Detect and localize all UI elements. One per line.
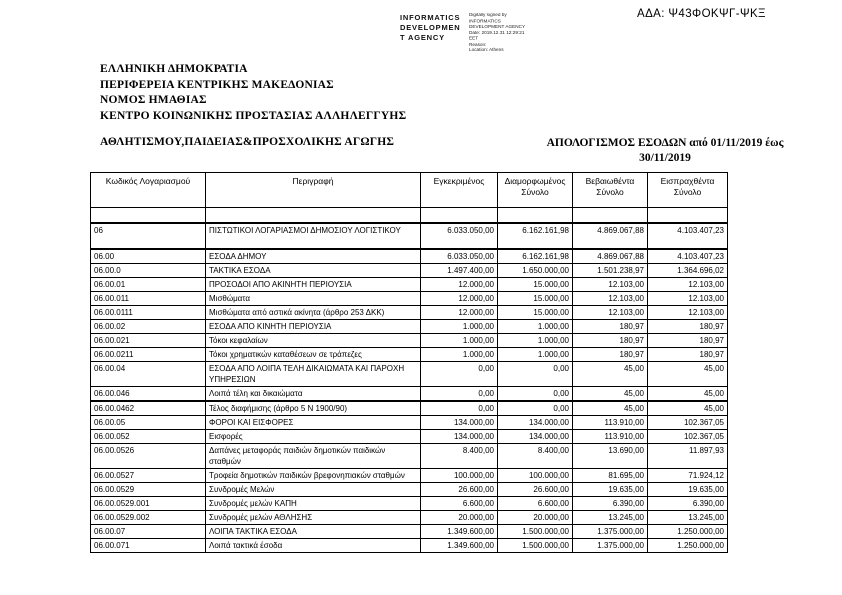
cell-collected: 180,97 xyxy=(648,348,728,362)
cell-approved: 0,00 xyxy=(421,362,498,387)
cell-description: Συνδρομές μελών ΑΘΛΗΣΗΣ xyxy=(206,511,421,525)
cell-formed: 6.162.161,98 xyxy=(498,249,573,264)
cell-collected: 4.103.407,23 xyxy=(648,223,728,249)
signature-detail-line: Digitally signed by xyxy=(469,13,507,18)
cell-collected: 12.103,00 xyxy=(648,292,728,306)
cell-description: Τροφεία δημοτικών παιδικών βρεφονηπιακών σταθμών xyxy=(206,469,421,483)
cell-description: Εισφορές xyxy=(206,430,421,444)
table-row xyxy=(91,469,728,483)
cell-formed: 134.000,00 xyxy=(498,430,573,444)
cell-code: 06.00.02 xyxy=(91,320,206,334)
cell-formed: 6.162.161,98 xyxy=(498,223,573,249)
signature-agency-line: DEVELOPMEN xyxy=(400,23,461,33)
cell-approved: 6.033.050,00 xyxy=(421,249,498,264)
cell-certified: 113.910,00 xyxy=(573,416,648,430)
cell-certified: 1.501.238,97 xyxy=(573,264,648,278)
cell-code: 06.00.05 xyxy=(91,416,206,430)
table-row xyxy=(91,483,728,497)
cell-description: ΛΟΙΠΑ ΤΑΚΤΙΚΑ ΕΣΟΔΑ xyxy=(206,525,421,539)
cell-certified: 113.910,00 xyxy=(573,430,648,444)
cell-formed: 134.000,00 xyxy=(498,416,573,430)
cell-certified: 12.103,00 xyxy=(573,292,648,306)
cell-code: 06.00.0526 xyxy=(91,444,206,469)
cell-formed: 1.500.000,00 xyxy=(498,539,573,553)
column-header-code: Κωδικός Λογαριασμού xyxy=(91,173,206,208)
cell-code: 06.00.052 xyxy=(91,430,206,444)
cell-code: 06 xyxy=(91,223,206,249)
cell-code: 06.00 xyxy=(91,249,206,264)
cell-certified: 6.390,00 xyxy=(573,497,648,511)
cell-certified: 45,00 xyxy=(573,362,648,387)
cell-code: 06.00.071 xyxy=(91,539,206,553)
cell-description: Μισθώματα xyxy=(206,292,421,306)
cell-approved: 6.600,00 xyxy=(421,497,498,511)
cell-description: Μισθώματα από αστικά ακίνητα (άρθρο 253 ΔΚΚ) xyxy=(206,306,421,320)
cell-collected: 6.390,00 xyxy=(648,497,728,511)
signature-agency-line: T AGENCY xyxy=(400,33,445,43)
spacer-row xyxy=(91,208,728,224)
cell-approved: 6.033.050,00 xyxy=(421,223,498,249)
signature-detail-line: EET xyxy=(469,36,479,42)
table-row xyxy=(91,223,728,249)
cell-description: ΕΣΟΔΑ ΑΠΟ ΛΟΙΠΑ ΤΕΛΗ ΔΙΚΑΙΩΜΑΤΑ ΚΑΙ ΠΑΡΟΧΗ ΥΠΗΡΕΣΙΩΝ xyxy=(206,362,421,387)
signature-details xyxy=(469,13,563,54)
cell-collected: 4.103.407,23 xyxy=(648,249,728,264)
table-row xyxy=(91,306,728,320)
cell-code: 06.00.01 xyxy=(91,278,206,292)
org-header-line: ΚΕΝΤΡΟ ΚΟΙΝΩΝΙΚΗΣ ΠΡΟΣΤΑΣΙΑΣ ΑΛΛΗΛΕΓΓΥΗΣ xyxy=(100,109,407,122)
table-row xyxy=(91,278,728,292)
revenue-table xyxy=(90,172,728,553)
table-row xyxy=(91,320,728,334)
cell-code: 06.00.0527 xyxy=(91,469,206,483)
cell-description: Τόκοι κεφαλαίων xyxy=(206,334,421,348)
table-row xyxy=(91,362,728,387)
cell-collected: 19.635,00 xyxy=(648,483,728,497)
cell-formed: 100.000,00 xyxy=(498,469,573,483)
cell-formed: 0,00 xyxy=(498,401,573,416)
signature-detail-line: DEVELOPMENT AGENCY xyxy=(469,24,526,30)
cell-certified: 1.375.000,00 xyxy=(573,539,648,553)
table-row xyxy=(91,539,728,553)
cell-certified: 12.103,00 xyxy=(573,306,648,320)
cell-approved: 12.000,00 xyxy=(421,292,498,306)
signature-detail-line: Date: 2019.12.31 12:29:21 xyxy=(469,30,525,36)
cell-approved: 0,00 xyxy=(421,401,498,416)
cell-description: Τόκοι χρηματικών καταθέσεων σε τράπεζες xyxy=(206,348,421,362)
cell-certified: 81.695,00 xyxy=(573,469,648,483)
cell-collected: 45,00 xyxy=(648,387,728,402)
cell-code: 06.00.0211 xyxy=(91,348,206,362)
cell-formed: 1.000,00 xyxy=(498,320,573,334)
cell-code: 06.00.07 xyxy=(91,525,206,539)
cell-collected: 13.245,00 xyxy=(648,511,728,525)
cell-formed: 20.000,00 xyxy=(498,511,573,525)
cell-description: Συνδρομές Μελών xyxy=(206,483,421,497)
table-row xyxy=(91,430,728,444)
table-row xyxy=(91,387,728,402)
cell-code: 06.00.0529.002 xyxy=(91,511,206,525)
cell-collected: 11.897,93 xyxy=(648,444,728,469)
cell-approved: 1.000,00 xyxy=(421,334,498,348)
cell-code: 06.00.0462 xyxy=(91,401,206,416)
cell-formed: 1.650.000,00 xyxy=(498,264,573,278)
cell-description: Τέλος διαφήμισης (άρθρο 5 Ν 1900/90) xyxy=(206,401,421,416)
cell-formed: 26.600,00 xyxy=(498,483,573,497)
column-header-certified: Βεβαιωθέντα Σύνολο xyxy=(573,173,648,208)
org-header-line: ΠΕΡΙΦΕΡΕΙΑ ΚΕΝΤΡΙΚΗΣ ΜΑΚΕΔΟΝΙΑΣ xyxy=(100,78,334,91)
cell-collected: 71.924,12 xyxy=(648,469,728,483)
cell-collected: 1.364.696,02 xyxy=(648,264,728,278)
table-row xyxy=(91,348,728,362)
cell-formed: 15.000,00 xyxy=(498,292,573,306)
table-row xyxy=(91,401,728,416)
cell-formed: 1.000,00 xyxy=(498,348,573,362)
cell-certified: 13.690,00 xyxy=(573,444,648,469)
table-row xyxy=(91,511,728,525)
cell-certified: 4.869.067,88 xyxy=(573,249,648,264)
cell-collected: 102.367,05 xyxy=(648,430,728,444)
table-body xyxy=(91,208,728,553)
signature-agency-name xyxy=(400,13,464,66)
cell-collected: 102.367,05 xyxy=(648,416,728,430)
cell-description: ΕΣΟΔΑ ΑΠΟ ΚΙΝΗΤΗ ΠΕΡΙΟΥΣΙΑ xyxy=(206,320,421,334)
cell-description: Λοιπά τακτικά έσοδα xyxy=(206,539,421,553)
report-title xyxy=(500,136,830,165)
cell-code: 06.00.04 xyxy=(91,362,206,387)
cell-certified: 13.245,00 xyxy=(573,511,648,525)
cell-approved: 1.349.600,00 xyxy=(421,539,498,553)
cell-certified: 180,97 xyxy=(573,334,648,348)
column-header-collected: Εισπραχθέντα Σύνολο xyxy=(648,173,728,208)
cell-certified: 12.103,00 xyxy=(573,278,648,292)
cell-description: Συνδρομές μελών ΚΑΠΗ xyxy=(206,497,421,511)
cell-description: ΕΣΟΔΑ ΔΗΜΟΥ xyxy=(206,249,421,264)
table-row xyxy=(91,264,728,278)
cell-description: ΤΑΚΤΙΚΑ ΕΣΟΔΑ xyxy=(206,264,421,278)
cell-certified: 180,97 xyxy=(573,348,648,362)
table-row xyxy=(91,497,728,511)
column-header-formed: Διαμορφωμένος Σύνολο xyxy=(498,173,573,208)
org-department-line: ΑΘΛΗΤΙΣΜΟΥ,ΠΑΙΔΕΙΑΣ&ΠΡΟΣΧΟΛΙΚΗΣ ΑΓΩΓΗΣ xyxy=(100,136,395,148)
cell-certified: 45,00 xyxy=(573,387,648,402)
cell-certified: 19.635,00 xyxy=(573,483,648,497)
cell-code: 06.00.021 xyxy=(91,334,206,348)
cell-collected: 12.103,00 xyxy=(648,278,728,292)
cell-description: ΦΟΡΟΙ ΚΑΙ ΕΙΣΦΟΡΕΣ xyxy=(206,416,421,430)
cell-code: 06.00.0529 xyxy=(91,483,206,497)
cell-collected: 45,00 xyxy=(648,401,728,416)
column-header-description: Περιγραφή xyxy=(206,173,421,208)
cell-collected: 1.250.000,00 xyxy=(648,539,728,553)
cell-formed: 1.500.000,00 xyxy=(498,525,573,539)
cell-collected: 45,00 xyxy=(648,362,728,387)
cell-code: 06.00.011 xyxy=(91,292,206,306)
cell-description: Λοιπά τέλη και δικαιώματα xyxy=(206,387,421,402)
cell-formed: 15.000,00 xyxy=(498,306,573,320)
cell-code: 06.00.0 xyxy=(91,264,206,278)
table-row xyxy=(91,525,728,539)
cell-certified: 1.375.000,00 xyxy=(573,525,648,539)
report-title-line: ΑΠΟΛΟΓΙΣΜΟΣ ΕΣΟΔΩΝ από 01/11/2019 έως xyxy=(546,137,784,149)
cell-certified: 4.869.067,88 xyxy=(573,223,648,249)
table-row xyxy=(91,416,728,430)
cell-approved: 20.000,00 xyxy=(421,511,498,525)
column-header-approved: Εγκεκριμένος xyxy=(421,173,498,208)
cell-approved: 1.000,00 xyxy=(421,348,498,362)
cell-approved: 134.000,00 xyxy=(421,430,498,444)
table-row xyxy=(91,249,728,264)
cell-certified: 45,00 xyxy=(573,401,648,416)
cell-code: 06.00.0529.001 xyxy=(91,497,206,511)
cell-certified: 180,97 xyxy=(573,320,648,334)
cell-collected: 1.250.000,00 xyxy=(648,525,728,539)
cell-collected: 180,97 xyxy=(648,320,728,334)
cell-approved: 0,00 xyxy=(421,387,498,402)
table-row xyxy=(91,292,728,306)
org-header xyxy=(100,62,406,124)
cell-approved: 1.000,00 xyxy=(421,320,498,334)
table-row xyxy=(91,444,728,469)
table-row xyxy=(91,334,728,348)
cell-approved: 100.000,00 xyxy=(421,469,498,483)
cell-formed: 15.000,00 xyxy=(498,278,573,292)
cell-collected: 180,97 xyxy=(648,334,728,348)
signature-agency-line: INFORMATICS xyxy=(400,13,461,22)
cell-code: 06.00.0111 xyxy=(91,306,206,320)
cell-collected: 12.103,00 xyxy=(648,306,728,320)
cell-description: Δαπάνες μεταφοράς παιδιών δημοτικών παιδικών σταθμών xyxy=(206,444,421,469)
org-header-line: ΝΟΜΟΣ ΗΜΑΘΙΑΣ xyxy=(100,94,207,106)
signature-detail-line: INFORMATICS xyxy=(469,18,501,24)
report-title-line: 30/11/2019 xyxy=(639,151,691,164)
signature-detail-line: Location: Athens xyxy=(469,48,504,53)
digital-signature-stamp xyxy=(400,13,589,66)
cell-formed: 0,00 xyxy=(498,362,573,387)
cell-formed: 1.000,00 xyxy=(498,334,573,348)
cell-approved: 26.600,00 xyxy=(421,483,498,497)
cell-description: ΠΙΣΤΩΤΙΚΟΙ ΛΟΓΑΡΙΑΣΜΟΙ ΔΗΜΟΣΙΟΥ ΛΟΓΙΣΤΙΚΟΥ xyxy=(206,223,421,249)
ada-code: ΑΔΑ: Ψ43ΦΟΚΨΓ-ΨΚΞ xyxy=(637,8,766,20)
table-header-row xyxy=(91,173,728,208)
cell-approved: 12.000,00 xyxy=(421,278,498,292)
org-header-line: ΕΛΛΗΝΙΚΗ ΔΗΜΟΚΡΑΤΙΑ xyxy=(100,63,248,75)
cell-formed: 8.400,00 xyxy=(498,444,573,469)
cell-formed: 0,00 xyxy=(498,387,573,402)
signature-detail-line: Reason: xyxy=(469,42,487,47)
cell-approved: 1.497.400,00 xyxy=(421,264,498,278)
cell-approved: 8.400,00 xyxy=(421,444,498,469)
cell-description: ΠΡΟΣΟΔΟΙ ΑΠΟ ΑΚΙΝΗΤΗ ΠΕΡΙΟΥΣΙΑ xyxy=(206,278,421,292)
cell-approved: 134.000,00 xyxy=(421,416,498,430)
cell-approved: 12.000,00 xyxy=(421,306,498,320)
cell-code: 06.00.046 xyxy=(91,387,206,402)
cell-formed: 6.600,00 xyxy=(498,497,573,511)
cell-approved: 1.349.600,00 xyxy=(421,525,498,539)
